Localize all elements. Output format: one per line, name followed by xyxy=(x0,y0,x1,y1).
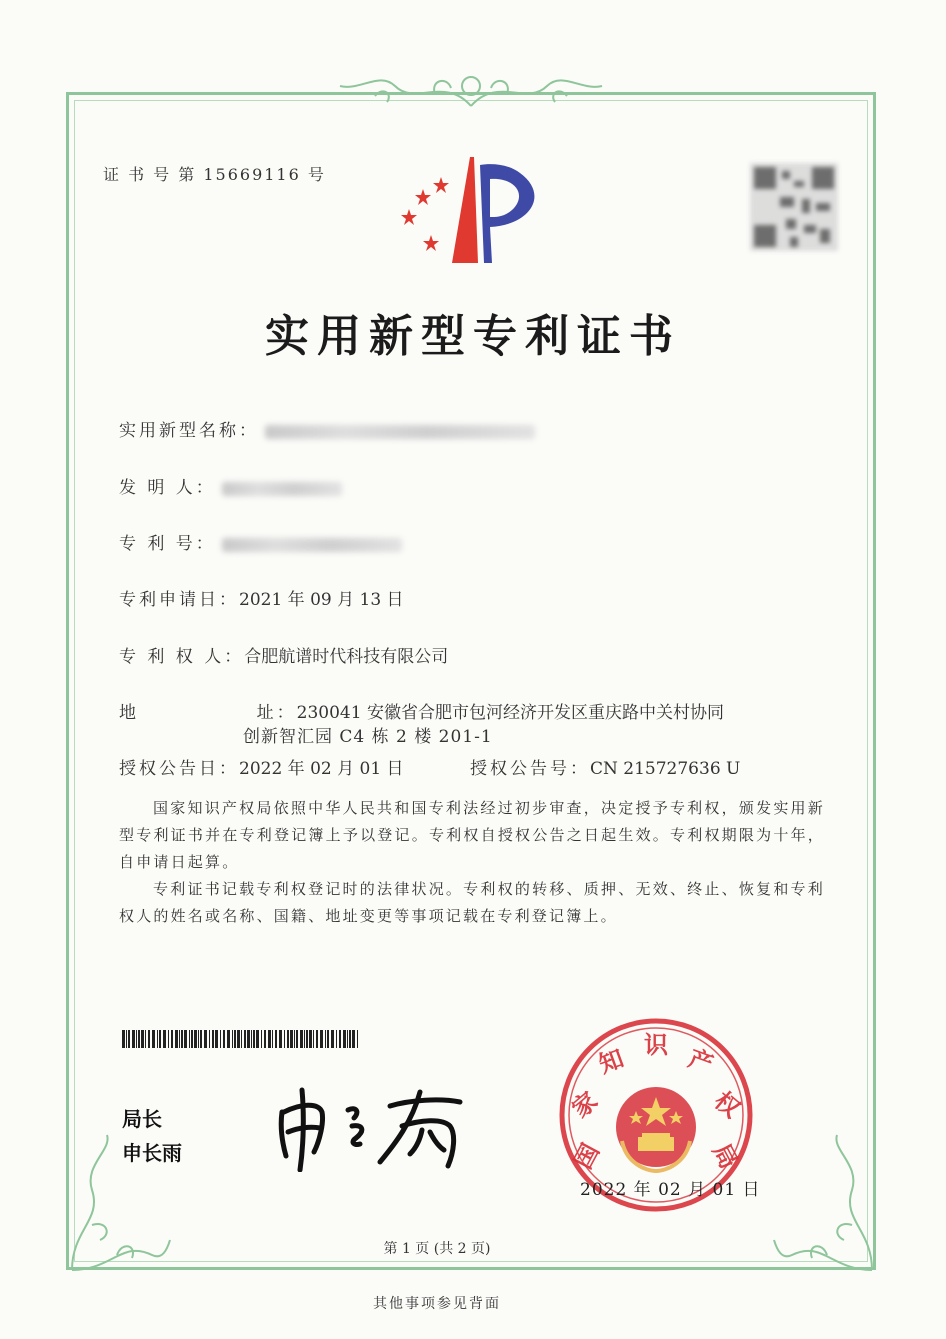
grant-date-value: 2022 年 02 月 01 日 xyxy=(239,759,404,779)
director-name: 申长雨 xyxy=(122,1141,182,1165)
filing-date-row xyxy=(119,585,404,610)
page-number: 第 1 页 (共 2 页) xyxy=(383,1241,491,1257)
director-signature xyxy=(270,1082,475,1172)
filing-date-value: 2021 年 09 月 13 日 xyxy=(239,590,404,610)
seal-char-5: 产 xyxy=(684,1044,717,1079)
patentee-label: 专 利 权 人： xyxy=(119,647,245,667)
filing-date-label: 专利申请日： xyxy=(119,590,239,610)
patent-no-row xyxy=(119,529,402,554)
certificate-number: 证 书 号 第 15669116 号 xyxy=(103,165,326,184)
grant-no-row xyxy=(470,754,740,779)
legal-paragraph-1: 国家知识产权局依照中华人民共和国专利法经过初步审查，决定授予专利权，颁发实用新型专利证书并在专利登记簿上予以登记。专利权自授权公告之日起生效。专利权期限为十年，自申请日起算。 xyxy=(119,799,825,871)
seal-char-1: 国 xyxy=(568,1139,605,1174)
grant-date-row xyxy=(119,754,404,779)
patent-office-emblem xyxy=(400,155,545,267)
address-line-2: 创新智汇园 C4 栋 2 楼 201-1 xyxy=(243,727,493,747)
certificate-title: 实用新型专利证书 xyxy=(265,311,681,362)
seal-char-2: 家 xyxy=(566,1086,604,1124)
barcode xyxy=(122,1030,358,1048)
seal-char-7: 局 xyxy=(707,1139,744,1174)
address-row xyxy=(119,698,724,723)
footer-note: 其他事项参见背面 xyxy=(373,1296,501,1312)
address-line-1: 230041 安徽省合肥市包河经济开发区重庆路中关村协同 xyxy=(296,703,724,723)
seal-char-4: 识 xyxy=(644,1031,668,1059)
model-name-label: 实用新型名称： xyxy=(119,421,259,441)
patent-no-redacted xyxy=(222,538,402,552)
grant-no-value: CN 215727636 U xyxy=(590,759,741,779)
seal-char-6: 权 xyxy=(708,1086,746,1124)
seal-char-3: 知 xyxy=(595,1044,628,1079)
inventor-row xyxy=(119,473,342,498)
model-name-row xyxy=(119,416,535,441)
address-label: 地 址： xyxy=(119,703,297,723)
seal-date: 2022 年 02 月 01 日 xyxy=(580,1180,761,1200)
director-title: 局长 xyxy=(122,1107,162,1131)
inventor-redacted xyxy=(222,482,342,496)
legal-paragraph-2: 专利证书记载专利权登记时的法律状况。专利权的转移、质押、无效、终止、恢复和专利权人的姓名或名称、国籍、地址变更等事项记载在专利登记簿上。 xyxy=(119,880,825,925)
model-name-redacted xyxy=(265,425,535,439)
patentee-row xyxy=(119,642,448,667)
grant-date-label: 授权公告日： xyxy=(119,759,239,779)
qr-code xyxy=(750,163,838,251)
patentee-value: 合肥航谱时代科技有限公司 xyxy=(244,647,449,667)
inventor-label: 发 明 人： xyxy=(119,478,216,498)
top-ornament xyxy=(335,66,607,114)
patent-no-label: 专 利 号： xyxy=(119,534,216,554)
national-emblem-icon xyxy=(616,1087,696,1171)
grant-no-label: 授权公告号： xyxy=(470,759,590,779)
